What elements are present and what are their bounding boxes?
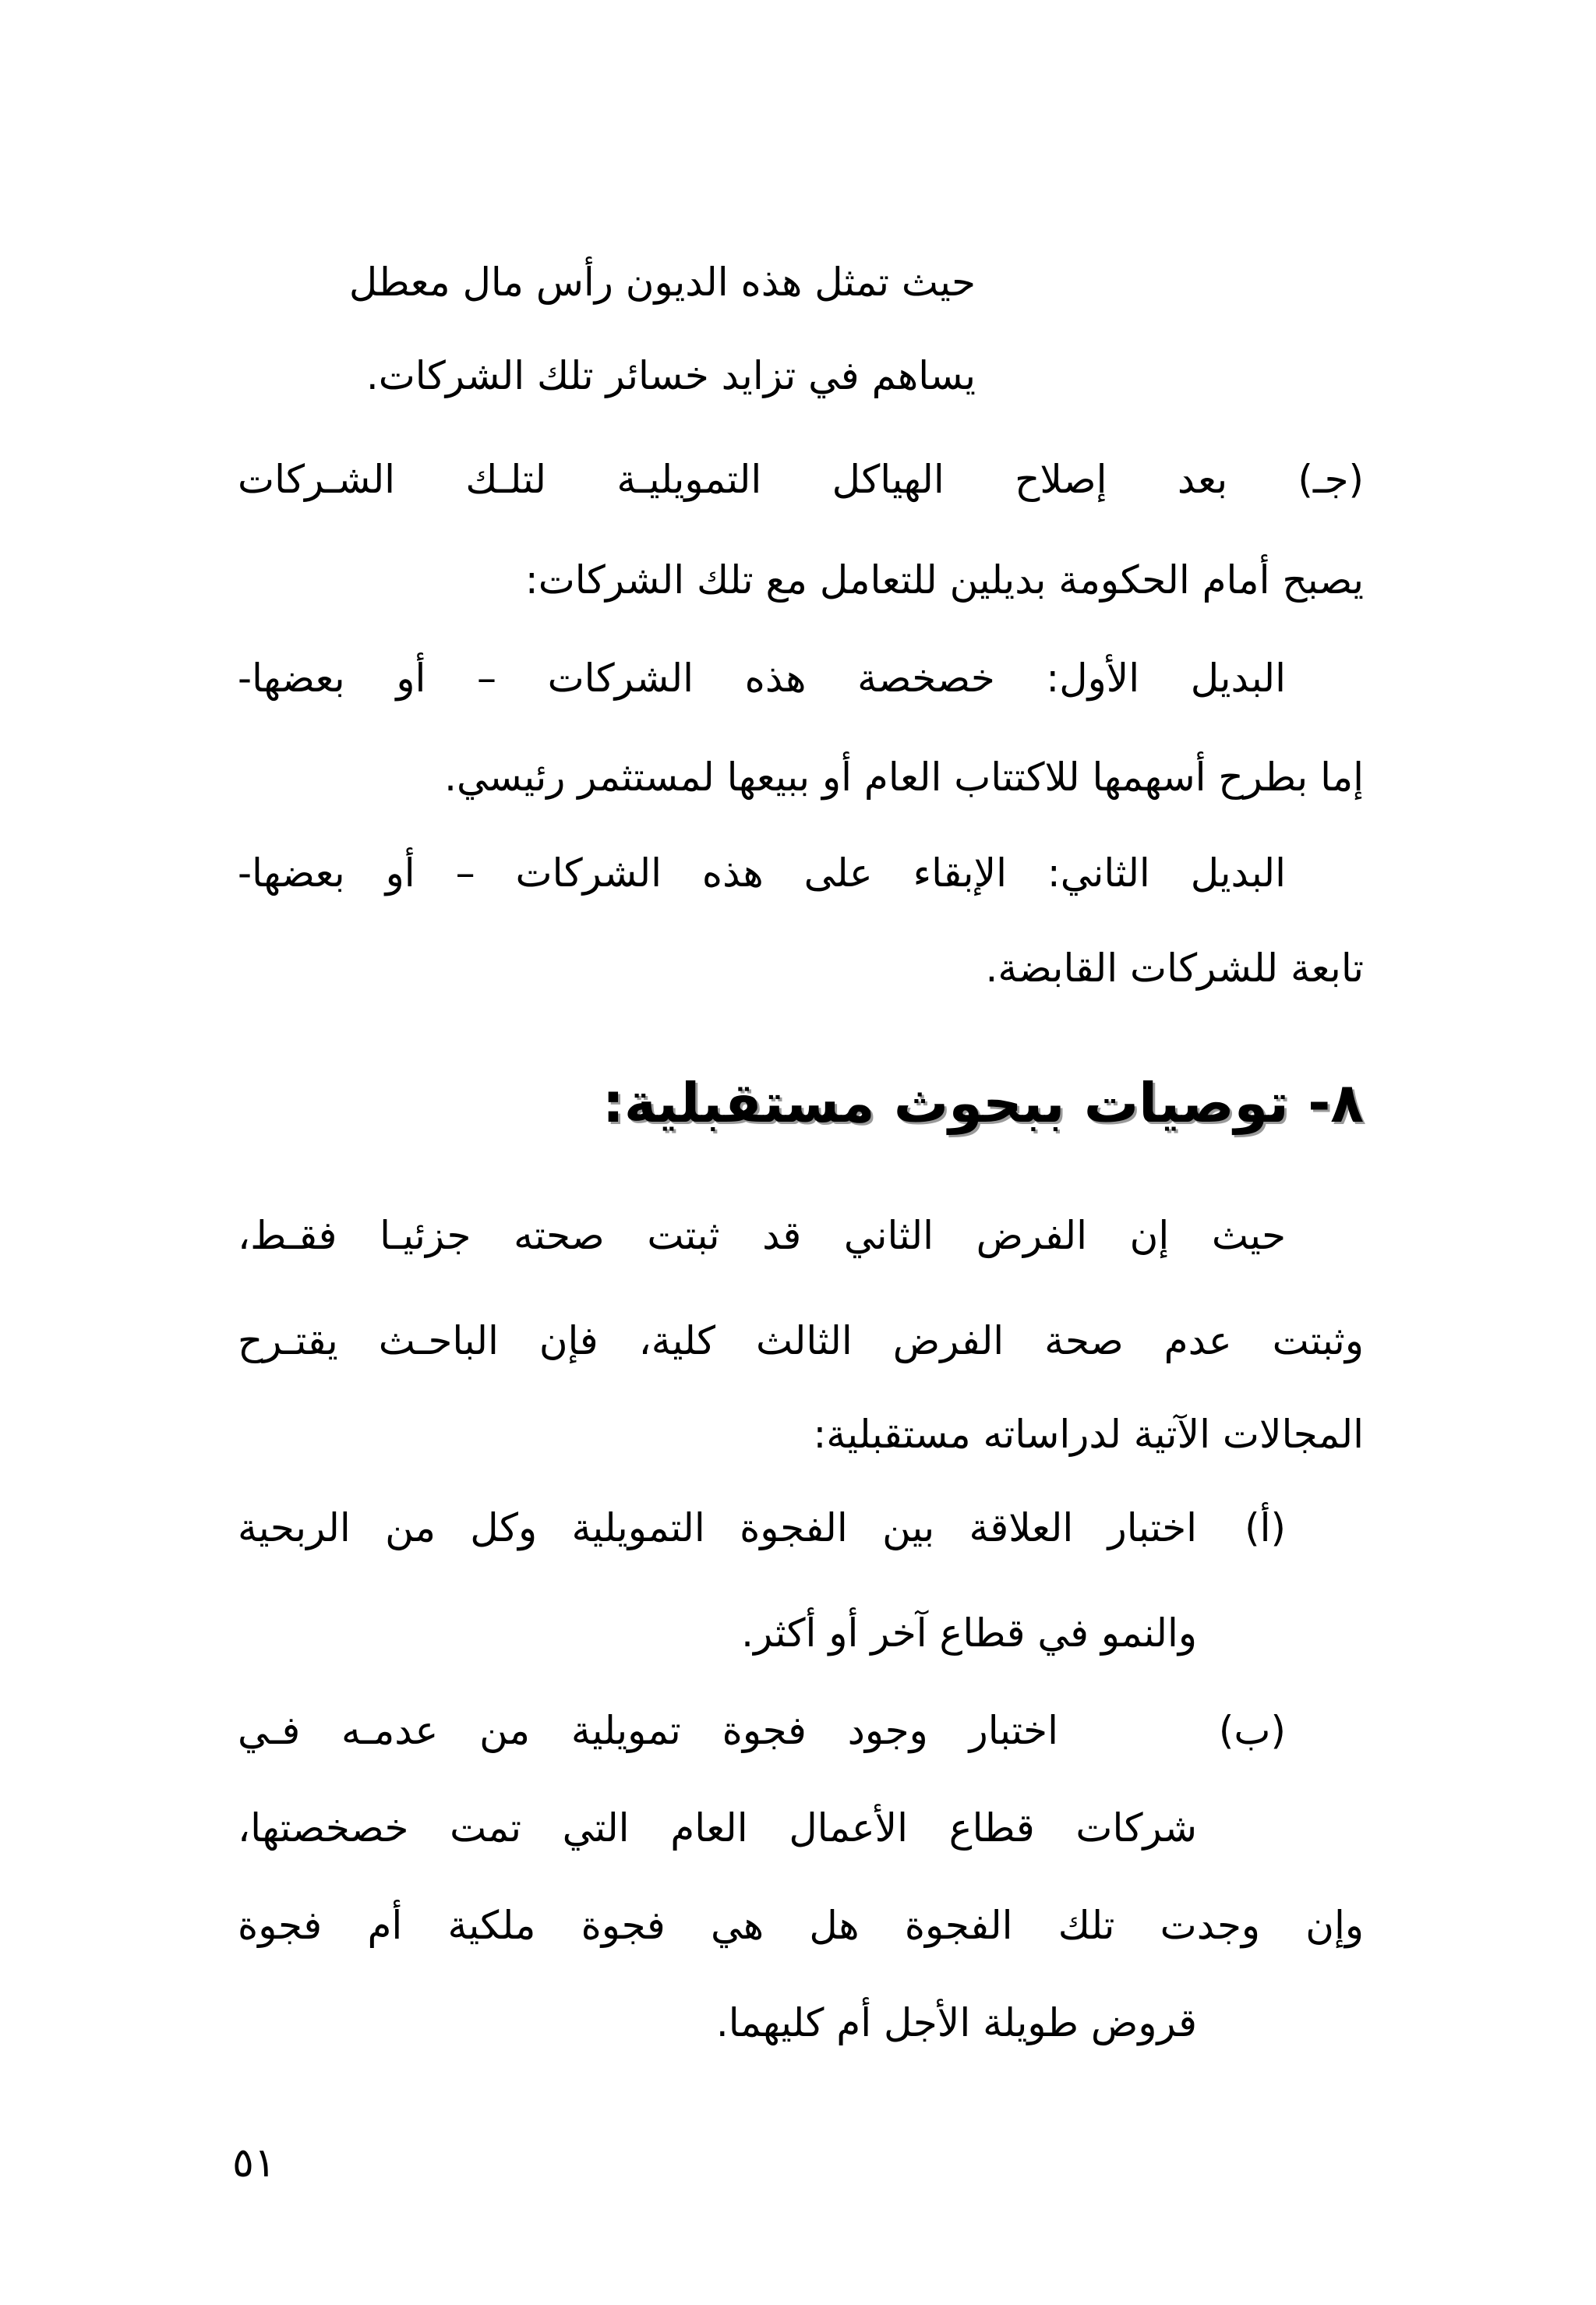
paragraph-4-line-1: البديل الثاني: الإبقاء على هذه الشركات – أو بعضها- <box>238 850 1286 896</box>
paragraph-5-line-1: حيث إن الفرض الثاني قد ثبتت صحته جزئيـا فقـط، <box>238 1213 1286 1258</box>
paragraph-3-line-2: إما بطرح أسهمها للاكتتاب العام أو ببيعها لمستثمر رئيسي. <box>444 755 1364 800</box>
paragraph-5-line-3: المجالات الآتية لدراساته مستقبلية: <box>813 1412 1364 1457</box>
item-b-line-1: اختبار وجود فجوة تمويلية من عدمـه فـي <box>238 1708 1058 1753</box>
item-b-marker: (ب) <box>1218 1708 1286 1753</box>
paragraph-1-line-2: يساهم في تزايد خسائر تلك الشركات. <box>365 353 976 398</box>
item-b-line-3: وإن وجدت تلك الفجوة هل هي فجوة ملكية أم فجوة <box>238 1903 1364 1948</box>
item-b-line-2: شركات قطاع الأعمال العام التي تمت خصخصتها، <box>238 1805 1197 1851</box>
paragraph-5-line-2: وثبتت عدم صحة الفرض الثالث كلية، فإن الباحـث يقتـرح <box>238 1318 1364 1363</box>
item-a-line-1: اختبار العلاقة بين الفجوة التمويلية وكل من الربحية <box>238 1505 1197 1550</box>
paragraph-2-line-1: (جـ) بعد إصلاح الهياكل التمويليـة لتلـك الشـركات <box>238 457 1364 502</box>
paragraph-4-line-2: تابعة للشركات القابضة. <box>985 946 1364 991</box>
item-b-line-4: قروض طويلة الأجل أم كليهما. <box>715 2000 1197 2045</box>
item-a-line-2: والنمو في قطاع آخر أو أكثر. <box>741 1610 1197 1656</box>
item-a-marker: (أ) <box>1245 1505 1286 1550</box>
paragraph-1-line-1: حيث تمثل هذه الديون رأس مال معطل <box>348 260 976 305</box>
paragraph-3-line-1: البديل الأول: خصخصة هذه الشركات – أو بعضها- <box>238 656 1286 701</box>
section-heading: ٨- توصيات ببحوث مستقبلية: <box>602 1071 1364 1135</box>
paragraph-2-line-2: يصبح أمام الحكومة بديلين للتعامل مع تلك الشركات: <box>524 557 1364 603</box>
page-number: ٥١ <box>232 2140 276 2187</box>
